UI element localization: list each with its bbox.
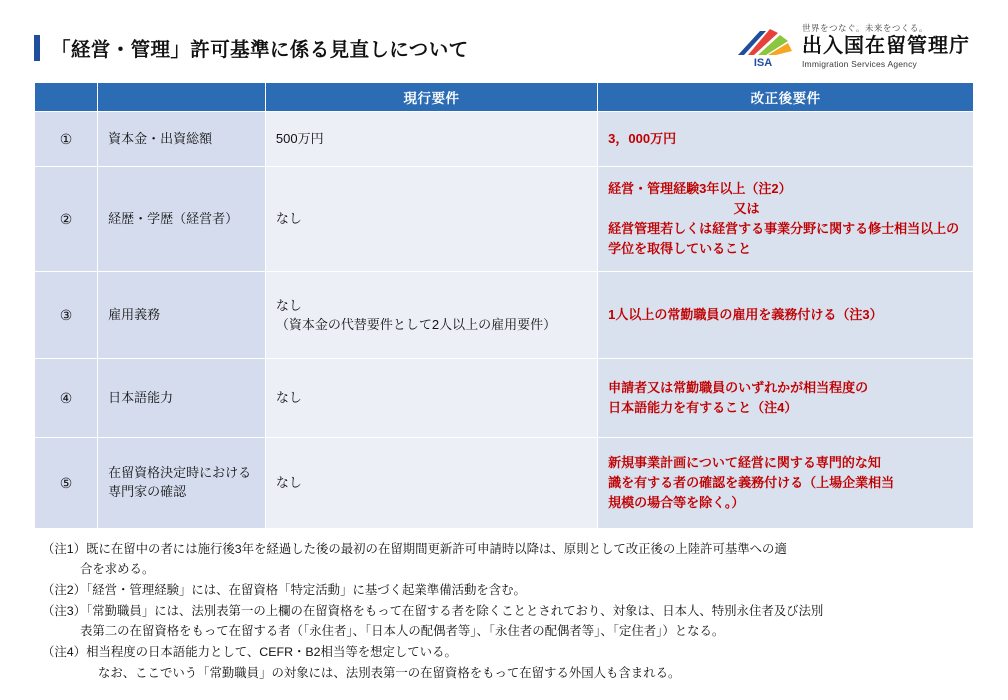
current-line-1: なし bbox=[275, 297, 302, 313]
column-header-current: 現行要件 bbox=[265, 83, 597, 112]
table-row bbox=[35, 272, 974, 359]
footnote-2-main: （注2）「経営・管理経験」には、在留資格「特定活動」に基づく起業準備活動を含む。 bbox=[42, 583, 526, 598]
page-title: 「経営・管理」許可基準に係る見直しについて bbox=[51, 39, 469, 61]
footnote-2 bbox=[34, 580, 974, 600]
row-item-label: 資本金・出資総額 bbox=[98, 112, 266, 167]
revised-line-1: 申請者又は常勤職員のいずれかが相当程度の bbox=[608, 379, 869, 395]
footnote-3 bbox=[34, 601, 974, 641]
revised-line-3: 経営管理若しくは経営する事業分野に関する修士相当以上の学位を取得していること bbox=[608, 221, 960, 257]
row-current-value bbox=[265, 272, 597, 359]
title-accent-bar bbox=[34, 35, 40, 61]
row-number: ③ bbox=[35, 272, 98, 359]
footnote-4 bbox=[34, 642, 974, 682]
svg-text:ISA: ISA bbox=[753, 56, 773, 69]
row-current-value: なし bbox=[265, 167, 597, 272]
footnote-1-main: （注1）既に在留中の者には施行後3年を経過した後の最初の在留期間更新許可申請時以降は、原則として改正後の上陸許可基準への適 bbox=[42, 542, 787, 556]
row-number: ⑤ bbox=[35, 438, 98, 529]
row-item-label: 日本語能力 bbox=[98, 359, 266, 438]
footnote-4-cont: なお、ここでいう「常勤職員」の対象には、法別表第一の在留資格をもって在留する外国人も含まれる。 bbox=[98, 665, 681, 680]
footnotes bbox=[34, 539, 974, 683]
revised-line-2: 識を有する者の確認を義務付ける（上場企業相当 bbox=[608, 474, 895, 490]
footnote-3-main: （注3）「常勤職員」には、法別表第一の上欄の在留資格をもって在留する者を除くこととされており、対象は、日本人、特別永住者及び法別 bbox=[42, 604, 824, 619]
row-current-value: なし bbox=[265, 359, 597, 438]
row-number: ② bbox=[35, 167, 98, 272]
row-current-value: なし bbox=[265, 438, 597, 529]
isa-logo-icon bbox=[732, 25, 794, 69]
title-block bbox=[34, 34, 469, 62]
footnote-1 bbox=[34, 539, 974, 579]
row-revised-value bbox=[598, 438, 974, 529]
row-revised-value: 1人以上の常勤職員の雇用を義務付ける（注3） bbox=[598, 272, 974, 359]
current-line-2: （資本金の代替要件として2人以上の雇用要件） bbox=[275, 317, 557, 332]
revised-line-2: 日本語能力を有すること（注4） bbox=[608, 400, 798, 415]
row-number: ① bbox=[35, 112, 98, 167]
revised-line-3: 規模の場合等を除く。） bbox=[608, 495, 745, 511]
requirements-table bbox=[34, 82, 974, 529]
agency-name-jp: 出入国在留管理庁 bbox=[802, 34, 970, 57]
agency-logo-text bbox=[802, 24, 970, 70]
footnote-1-cont: 合を求める。 bbox=[80, 562, 155, 577]
revised-line-1: 経営・管理経験3年以上（注2） bbox=[608, 180, 792, 196]
table-row bbox=[35, 359, 974, 438]
row-revised-value bbox=[598, 359, 974, 438]
row-number: ④ bbox=[35, 359, 98, 438]
revised-line-2: 又は bbox=[733, 200, 760, 216]
footnote-4-main: （注4）相当程度の日本語能力として、CEFR・B2相当等を想定している。 bbox=[42, 645, 457, 660]
table-row bbox=[35, 438, 974, 529]
table-row bbox=[35, 112, 974, 167]
table-row bbox=[35, 167, 974, 272]
row-current-value: 500万円 bbox=[265, 112, 597, 167]
agency-name-en: Immigration Services Agency bbox=[802, 58, 917, 69]
row-item-label: 雇用義務 bbox=[98, 272, 266, 359]
row-revised-value bbox=[598, 167, 974, 272]
row-item-label: 在留資格決定時における専門家の確認 bbox=[98, 438, 266, 529]
agency-logo bbox=[732, 24, 970, 70]
column-header-revised: 改正後要件 bbox=[598, 83, 974, 112]
row-revised-value: 3，000万円 bbox=[598, 112, 974, 167]
row-item-label: 経歴・学歴（経営者） bbox=[98, 167, 266, 272]
agency-tagline: 世界をつなぐ。未来をつくる。 bbox=[802, 23, 928, 33]
column-header-number bbox=[35, 83, 98, 112]
slide-header bbox=[34, 18, 974, 76]
table-header-row bbox=[35, 83, 974, 112]
column-header-item bbox=[98, 83, 266, 112]
revised-line-1: 新規事業計画について経営に関する専門的な知 bbox=[608, 454, 881, 470]
footnote-3-cont: 表第二の在留資格をもって在留する者（「永住者」、「日本人の配偶者等」、「永住者の配偶者等」、「定住者」）となる。 bbox=[80, 624, 725, 639]
